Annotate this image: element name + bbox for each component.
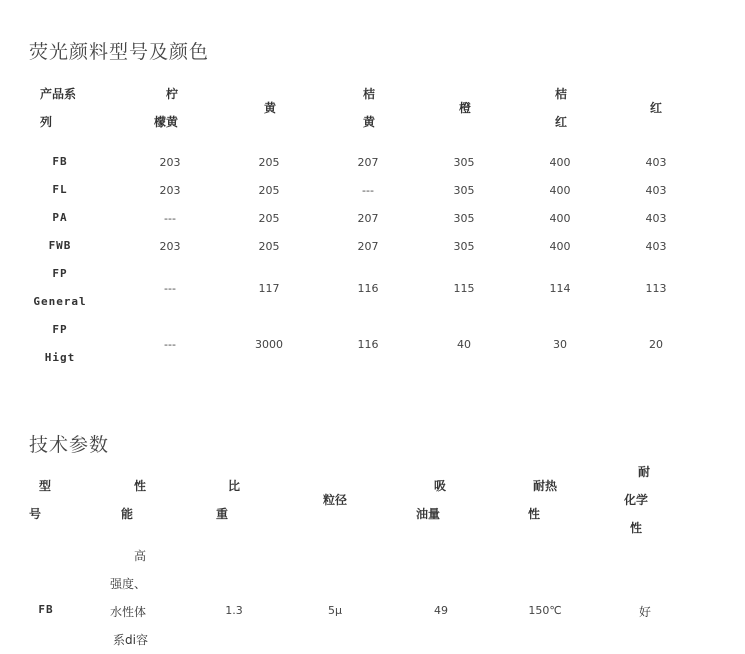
row-series-fl: FL	[52, 183, 68, 196]
table-cell: 400	[549, 156, 571, 169]
row-series-higt: Higt	[44, 351, 76, 364]
table-cell: ---	[362, 184, 374, 197]
table-cell: 203	[159, 156, 181, 169]
header-yellow: 黄	[263, 101, 277, 115]
table-cell: 205	[258, 184, 280, 197]
table-cell: 114	[549, 282, 571, 295]
table-cell: 116	[357, 282, 379, 295]
table-cell: 400	[549, 184, 571, 197]
table-cell: 116	[357, 338, 379, 351]
header-lemon-yellow: 柠 檬黄	[153, 87, 178, 129]
header-orange-red: 桔 红	[554, 87, 567, 129]
table-cell: 207	[357, 212, 379, 225]
table-cell: 203	[159, 184, 181, 197]
table-cell: 403	[645, 156, 667, 169]
table-cell: 205	[258, 212, 280, 225]
header-heat-resistance: 耐热 性	[528, 479, 558, 521]
table-cell-oil-absorption: 49	[434, 604, 448, 617]
row-series-fwb: FWB	[48, 239, 72, 252]
section-title-pigment-colors: 荧光颜料型号及颜色	[29, 41, 210, 63]
header-oil-absorption: 吸 油量	[416, 479, 447, 521]
row-series-fb: FB	[52, 155, 68, 168]
row-series-fp: FP	[52, 267, 68, 280]
table-cell: 115	[453, 282, 475, 295]
table-cell: 403	[645, 184, 667, 197]
table-cell: 400	[549, 240, 571, 253]
table-cell: 305	[453, 212, 475, 225]
row-series-fp: FP	[52, 323, 68, 336]
table-cell: 403	[645, 240, 667, 253]
row-series-pa: PA	[52, 211, 68, 224]
table-cell: 117	[258, 282, 280, 295]
header-orange-yellow: 桔 黄	[362, 87, 375, 129]
table-cell: 205	[258, 240, 280, 253]
header-orange: 橙	[458, 101, 472, 115]
section-title-tech-params: 技术参数	[29, 434, 110, 456]
table-cell: 113	[645, 282, 667, 295]
table-cell-chemical-resistance: 好	[638, 605, 652, 619]
table-cell-heat-resistance: 150℃	[528, 604, 562, 617]
table-cell: ---	[164, 338, 176, 351]
table-cell: 203	[159, 240, 181, 253]
table-cell: 305	[453, 184, 475, 197]
header-particle-size: 粒径	[322, 493, 348, 507]
table-cell: 400	[549, 212, 571, 225]
table-cell: 205	[258, 156, 280, 169]
header-red: 红	[649, 101, 663, 115]
table-cell: 20	[649, 338, 663, 351]
table-cell: 40	[457, 338, 471, 351]
table-cell: ---	[164, 282, 176, 295]
header-performance: 性 能	[121, 479, 147, 521]
table-cell-specific-gravity: 1.3	[225, 604, 243, 617]
table-cell: 403	[645, 212, 667, 225]
table-cell-particle-size: 5μ	[328, 604, 342, 617]
row-series-general: General	[33, 295, 87, 308]
header-model: 型 号	[29, 479, 52, 521]
header-series: 产品系 列	[40, 87, 77, 129]
header-chemical-resistance: 耐 化学 性	[623, 465, 651, 535]
table-cell: 207	[357, 240, 379, 253]
table-cell: 305	[453, 156, 475, 169]
header-specific-gravity: 比 重	[216, 479, 241, 521]
table-cell: 207	[357, 156, 379, 169]
row-performance: 高 强度、 水性体 系di容	[110, 549, 148, 647]
table-cell: ---	[164, 212, 176, 225]
table-cell: 30	[553, 338, 567, 351]
row-model-fb: FB	[38, 603, 54, 616]
table-cell: 305	[453, 240, 475, 253]
table-cell: 3000	[255, 338, 283, 351]
